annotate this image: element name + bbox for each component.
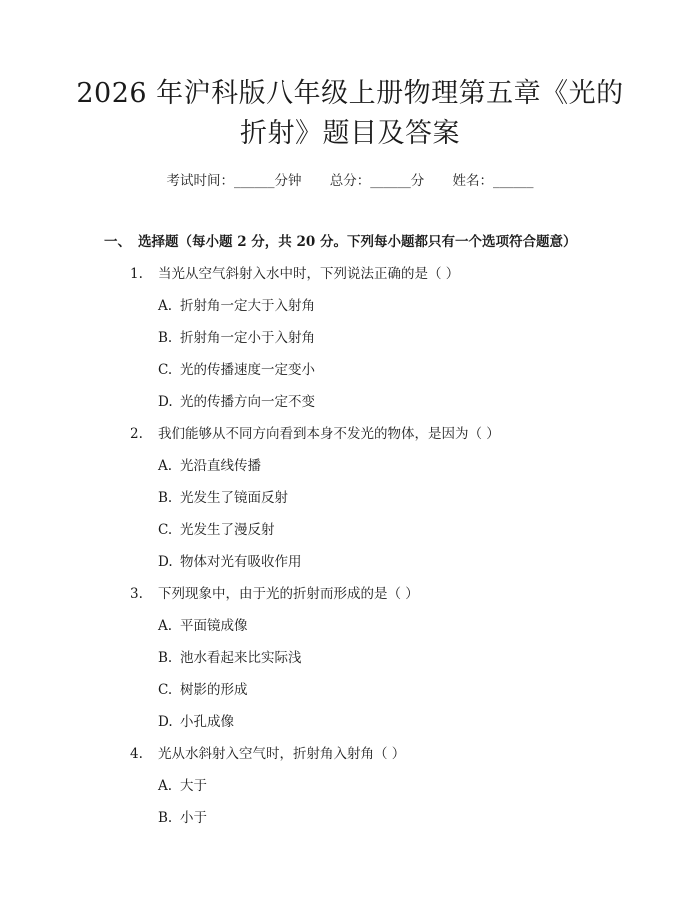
question-3 [130, 582, 419, 602]
option-letter: D. [158, 394, 173, 410]
option-letter: B. [158, 810, 173, 826]
question-1-option-d[interactable] [158, 390, 315, 410]
question-text: 当光从空气斜射入水中时，下列说法正确的是（ ） [158, 266, 460, 282]
question-2-option-b[interactable] [158, 486, 288, 506]
title-line-2: 折射》题目及答案 [240, 118, 460, 149]
option-text: 光发生了漫反射 [180, 522, 275, 538]
question-4-option-b[interactable] [158, 806, 207, 826]
question-2-option-d[interactable] [158, 550, 302, 570]
option-letter: C. [158, 522, 173, 538]
title-line-1: 2026 年沪科版八年级上册物理第五章《光的 [76, 78, 624, 109]
option-text: 折射角一定大于入射角 [180, 298, 315, 314]
question-2-option-a[interactable] [158, 454, 261, 474]
option-letter: C. [158, 682, 173, 698]
option-text: 树影的形成 [180, 682, 248, 698]
option-text: 大于 [180, 778, 207, 794]
option-letter: D. [158, 714, 173, 730]
question-3-option-a[interactable] [158, 614, 248, 634]
option-letter: C. [158, 362, 173, 378]
option-letter: A. [158, 618, 173, 634]
question-3-option-c[interactable] [158, 678, 248, 698]
section-heading [104, 230, 576, 250]
option-text: 光发生了镜面反射 [180, 490, 288, 506]
student-name: 姓名：______ [452, 173, 534, 189]
option-text: 平面镜成像 [180, 618, 248, 634]
question-1-option-a[interactable] [158, 294, 315, 314]
exam-time: 考试时间：______分钟 [166, 173, 302, 189]
question-4-option-a[interactable] [158, 774, 207, 794]
option-text: 光沿直线传播 [180, 458, 261, 474]
question-text: 光从水斜射入空气时，折射角入射角（ ） [158, 746, 406, 762]
question-text: 我们能够从不同方向看到本身不发光的物体，是因为（ ） [158, 426, 500, 442]
option-letter: D. [158, 554, 173, 570]
question-2-option-c[interactable] [158, 518, 275, 538]
option-text: 物体对光有吸收作用 [180, 554, 302, 570]
option-letter: A. [158, 458, 173, 474]
option-text: 折射角一定小于入射角 [180, 330, 315, 346]
option-text: 小于 [180, 810, 207, 826]
option-text: 小孔成像 [180, 714, 234, 730]
question-number: 3. [130, 586, 143, 602]
option-letter: B. [158, 330, 173, 346]
page-title [60, 74, 640, 154]
question-number: 4. [130, 746, 143, 762]
option-letter: B. [158, 490, 173, 506]
question-1-option-b[interactable] [158, 326, 315, 346]
question-text: 下列现象中，由于光的折射而形成的是（ ） [158, 586, 419, 602]
question-number: 1. [130, 266, 143, 282]
section-number: 一、 [104, 234, 131, 250]
option-letter: A. [158, 298, 173, 314]
option-letter: B. [158, 650, 173, 666]
question-3-option-d[interactable] [158, 710, 234, 730]
option-text: 光的传播方向一定不变 [180, 394, 315, 410]
section-title: 选择题（每小题 2 分，共 20 分。下列每小题都只有一个选项符合题意） [138, 234, 577, 250]
question-1-option-c[interactable] [158, 358, 315, 378]
total-score: 总分：______分 [329, 173, 425, 189]
option-text: 池水看起来比实际浅 [180, 650, 302, 666]
question-1 [130, 262, 459, 282]
question-4 [130, 742, 405, 762]
question-number: 2. [130, 426, 143, 442]
option-letter: A. [158, 778, 173, 794]
question-2 [130, 422, 500, 442]
option-text: 光的传播速度一定变小 [180, 362, 315, 378]
exam-info-row [0, 169, 700, 189]
question-3-option-b[interactable] [158, 646, 302, 666]
